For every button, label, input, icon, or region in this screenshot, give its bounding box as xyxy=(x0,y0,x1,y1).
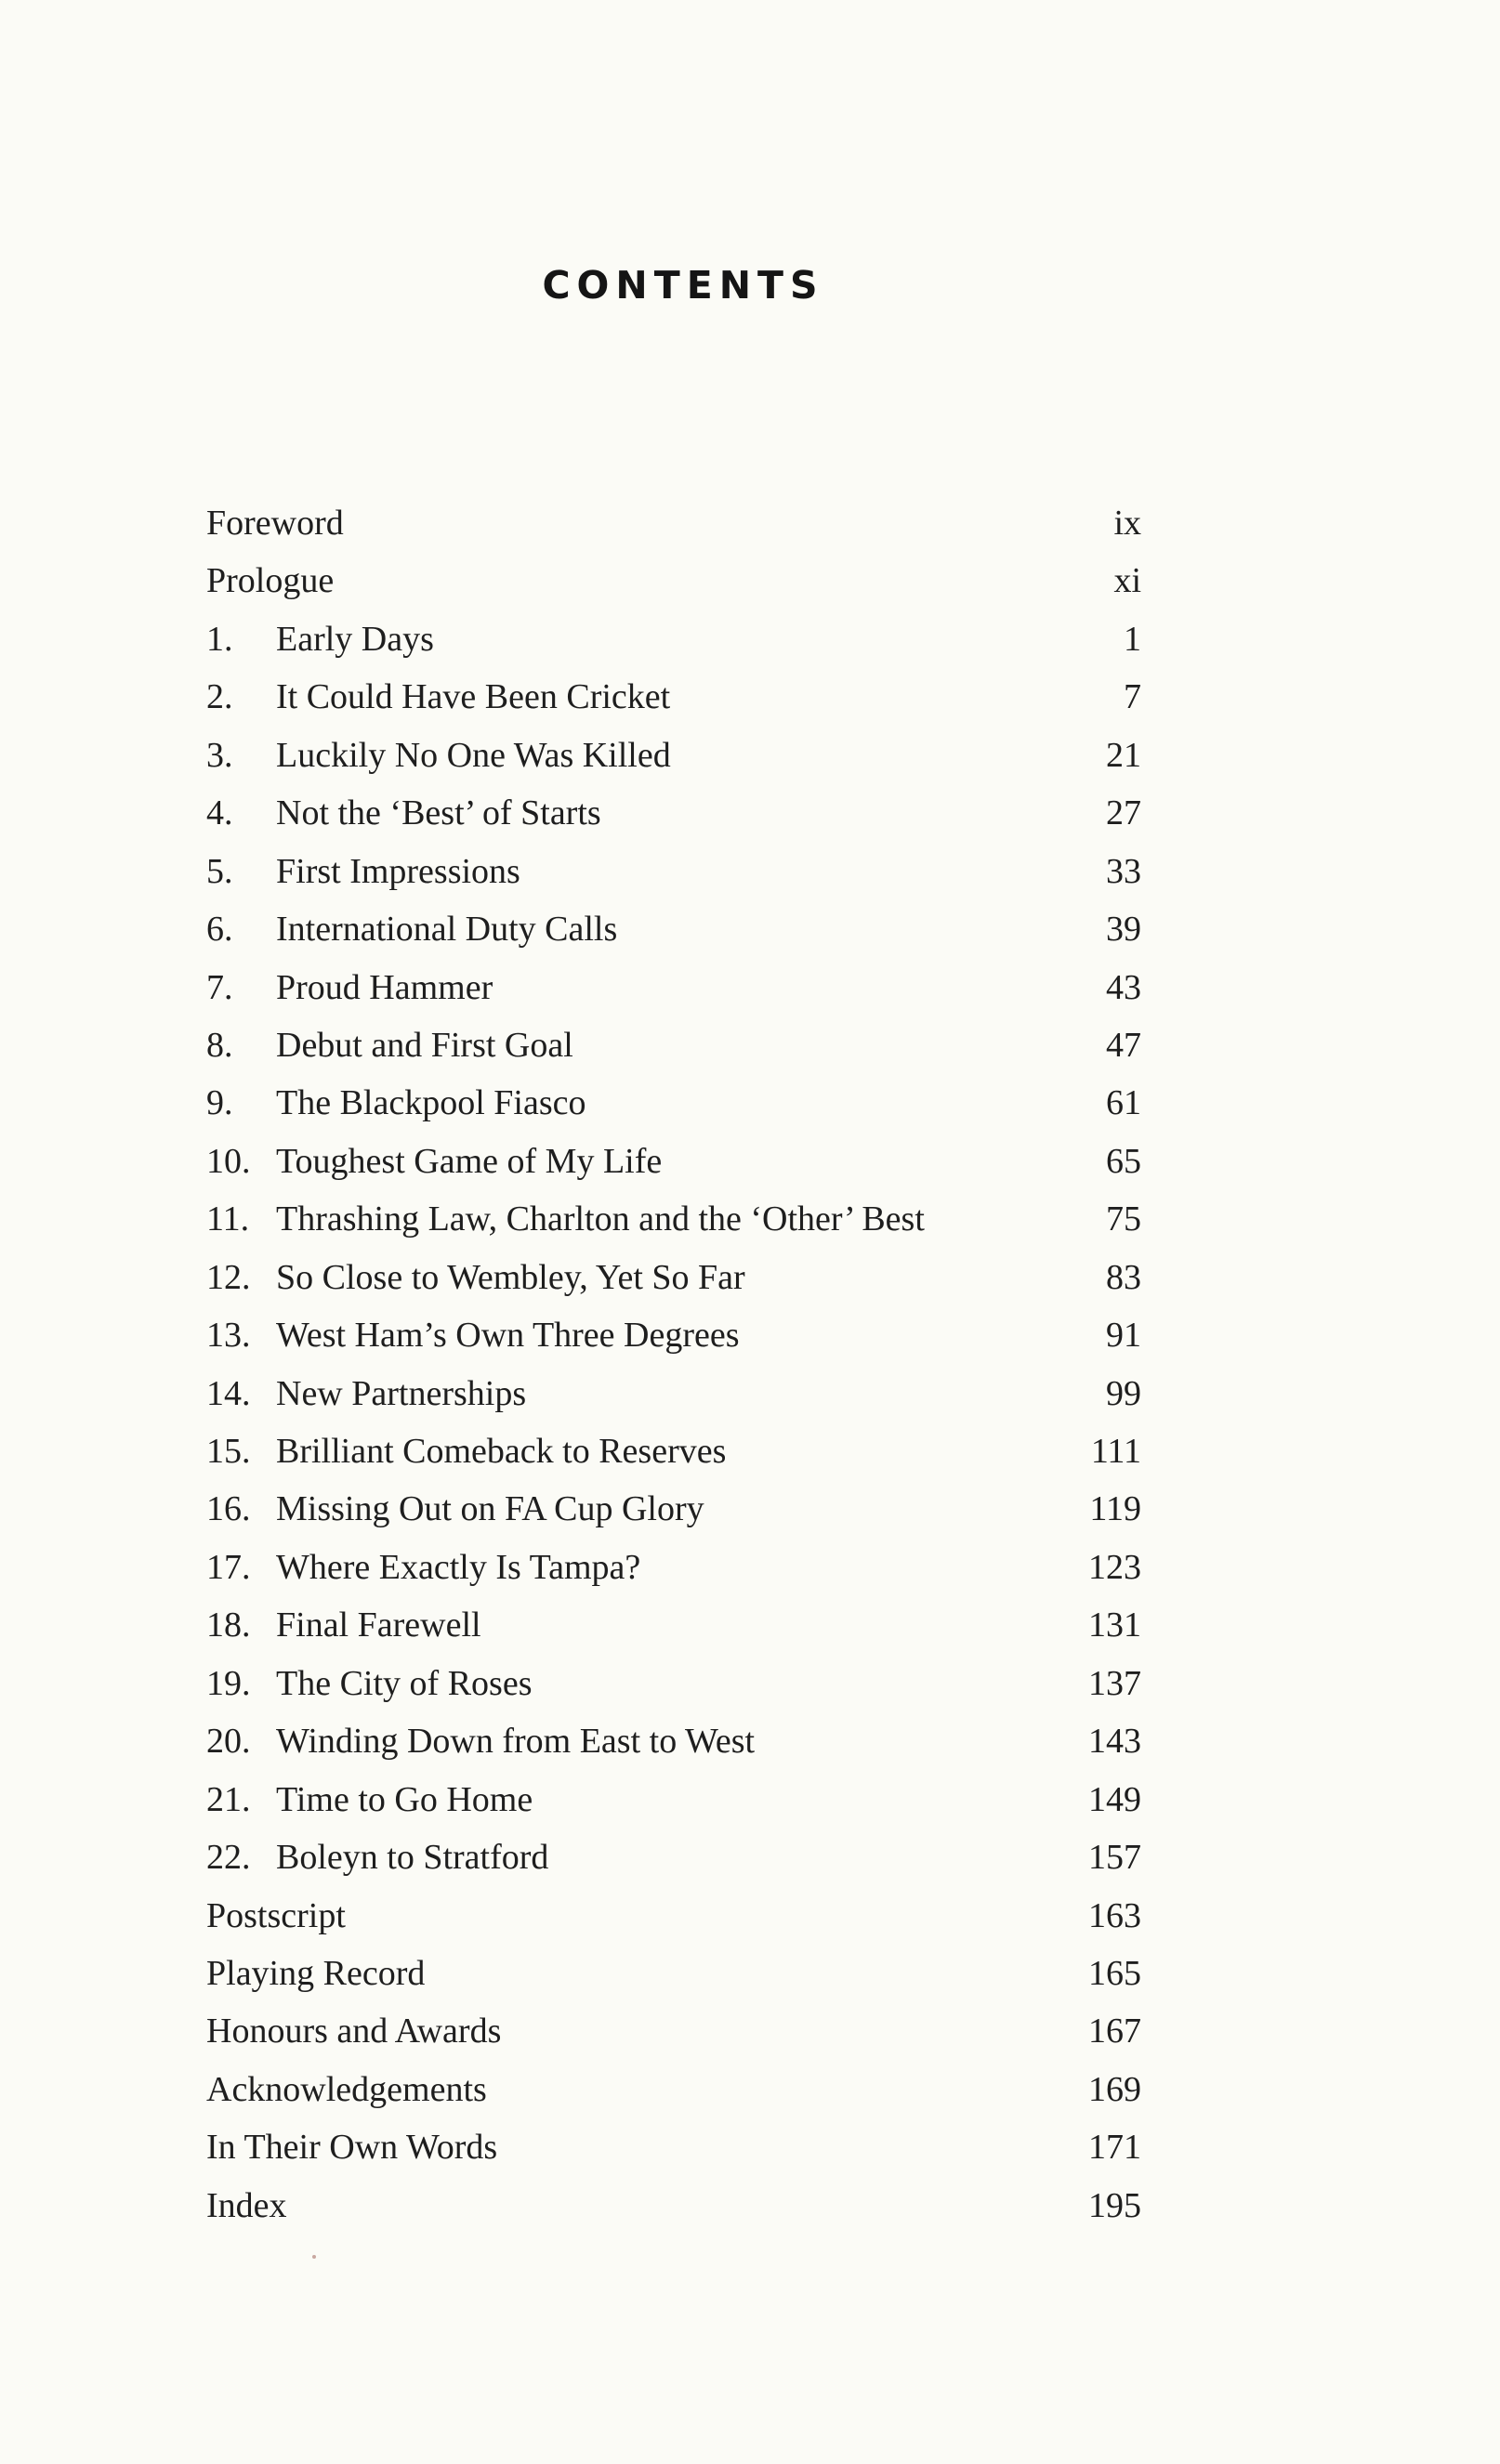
chapter-title: Luckily No One Was Killed xyxy=(276,735,671,775)
chapter-title: First Impressions xyxy=(276,851,520,891)
chapter-number: 18. xyxy=(206,1606,251,1645)
chapter-number: 12. xyxy=(206,1257,251,1297)
page-number: 111 xyxy=(1090,1432,1141,1471)
toc-entry xyxy=(206,1074,1141,1132)
chapter-title: Thrashing Law, Charlton and the ‘Other’ Best xyxy=(276,1199,925,1239)
toc-entry xyxy=(206,1133,1141,1190)
chapter-number: 8. xyxy=(206,1025,233,1065)
page-number: 47 xyxy=(1106,1025,1141,1065)
chapter-number: 6. xyxy=(206,910,233,950)
toc-entry xyxy=(206,1365,1141,1422)
page-number: 119 xyxy=(1089,1489,1141,1529)
chapter-number: 7. xyxy=(206,967,233,1007)
toc-entry xyxy=(206,552,1141,609)
toc-entry xyxy=(206,1945,1141,2002)
page-number: 157 xyxy=(1088,1838,1141,1878)
toc-entry xyxy=(206,900,1141,958)
contents-heading: CONTENTS xyxy=(542,263,824,308)
toc-entry xyxy=(206,959,1141,1016)
page-number: 131 xyxy=(1088,1606,1141,1645)
chapter-title: It Could Have Been Cricket xyxy=(276,677,671,717)
chapter-number: 21. xyxy=(206,1779,251,1819)
page-number: 7 xyxy=(1124,677,1141,717)
chapter-number: 20. xyxy=(206,1722,251,1762)
chapter-title: Winding Down from East to West xyxy=(276,1722,756,1762)
page-number: xi xyxy=(1113,561,1141,601)
toc-entry xyxy=(206,668,1141,726)
chapter-title: Toughest Game of My Life xyxy=(276,1141,663,1181)
toc-entry xyxy=(206,2061,1141,2118)
toc-entry xyxy=(206,843,1141,900)
chapter-title: Index xyxy=(206,2185,287,2225)
toc-entry xyxy=(206,1190,1141,1248)
toc-entry xyxy=(206,1480,1141,1538)
toc-entry xyxy=(206,1828,1141,1886)
chapter-title: Acknowledgements xyxy=(206,2069,487,2109)
toc-entry xyxy=(206,1539,1141,1596)
page-number: 163 xyxy=(1088,1895,1141,1935)
page-number: ix xyxy=(1113,504,1141,543)
chapter-title: Proud Hammer xyxy=(276,967,493,1007)
toc-entry xyxy=(206,494,1141,552)
chapter-title: Time to Go Home xyxy=(276,1779,533,1819)
chapter-number: 17. xyxy=(206,1547,251,1587)
chapter-number: 19. xyxy=(206,1663,251,1703)
chapter-title: International Duty Calls xyxy=(276,910,618,950)
toc-entry xyxy=(206,1712,1141,1770)
toc-entry xyxy=(206,2177,1141,2235)
chapter-number: 13. xyxy=(206,1316,251,1356)
page-number: 43 xyxy=(1106,967,1141,1007)
chapter-number: 5. xyxy=(206,851,233,891)
toc-entry xyxy=(206,1596,1141,1654)
toc-entry xyxy=(206,1016,1141,1074)
page-number: 123 xyxy=(1088,1547,1141,1587)
page-number: 167 xyxy=(1088,2012,1141,2051)
toc-entry xyxy=(206,1655,1141,1712)
chapter-title: Debut and First Goal xyxy=(276,1025,573,1065)
table-of-contents xyxy=(206,494,1141,2235)
chapter-title: Postscript xyxy=(206,1895,346,1935)
chapter-number: 4. xyxy=(206,793,233,833)
toc-entry xyxy=(206,1771,1141,1828)
page-number: 39 xyxy=(1106,910,1141,950)
chapter-number: 3. xyxy=(206,735,233,775)
chapter-number: 10. xyxy=(206,1141,251,1181)
chapter-title: New Partnerships xyxy=(276,1373,527,1413)
toc-entry xyxy=(206,2118,1141,2176)
toc-entry xyxy=(206,1306,1141,1364)
chapter-title: Not the ‘Best’ of Starts xyxy=(276,793,601,833)
chapter-title: Final Farewell xyxy=(276,1606,481,1645)
toc-entry xyxy=(206,1422,1141,1480)
page-number: 91 xyxy=(1106,1316,1141,1356)
page-number: 99 xyxy=(1106,1373,1141,1413)
chapter-number: 1. xyxy=(206,619,233,659)
page-number: 1 xyxy=(1124,619,1141,659)
chapter-title: The City of Roses xyxy=(276,1663,533,1703)
chapter-title: Playing Record xyxy=(206,1953,426,1993)
page-number: 75 xyxy=(1106,1199,1141,1239)
chapter-title: So Close to Wembley, Yet So Far xyxy=(276,1257,745,1297)
chapter-title: In Their Own Words xyxy=(206,2128,498,2168)
page-number: 21 xyxy=(1106,735,1141,775)
page-number: 195 xyxy=(1088,2185,1141,2225)
toc-entry xyxy=(206,727,1141,784)
chapter-title: Foreword xyxy=(206,504,344,543)
toc-entry xyxy=(206,784,1141,842)
page-number: 143 xyxy=(1088,1722,1141,1762)
page-number: 171 xyxy=(1088,2128,1141,2168)
page-number: 137 xyxy=(1088,1663,1141,1703)
page-number: 27 xyxy=(1106,793,1141,833)
page-number: 165 xyxy=(1088,1953,1141,1993)
toc-entry xyxy=(206,610,1141,668)
page-number: 33 xyxy=(1106,851,1141,891)
page-number: 61 xyxy=(1106,1083,1141,1123)
page-number: 169 xyxy=(1088,2069,1141,2109)
chapter-title: Missing Out on FA Cup Glory xyxy=(276,1489,704,1529)
chapter-number: 11. xyxy=(206,1199,250,1239)
chapter-number: 22. xyxy=(206,1838,251,1878)
toc-entry xyxy=(206,1887,1141,1945)
chapter-title: Early Days xyxy=(276,619,434,659)
chapter-number: 14. xyxy=(206,1373,251,1413)
chapter-title: Honours and Awards xyxy=(206,2012,502,2051)
page-number: 83 xyxy=(1106,1257,1141,1297)
page-number: 149 xyxy=(1088,1779,1141,1819)
page-number: 65 xyxy=(1106,1141,1141,1181)
chapter-title: West Ham’s Own Three Degrees xyxy=(276,1316,740,1356)
chapter-title: Brilliant Comeback to Reserves xyxy=(276,1432,727,1471)
chapter-title: Where Exactly Is Tampa? xyxy=(276,1547,641,1587)
toc-entry xyxy=(206,1249,1141,1306)
toc-entry xyxy=(206,2002,1141,2060)
chapter-title: The Blackpool Fiasco xyxy=(276,1083,586,1123)
chapter-number: 9. xyxy=(206,1083,233,1123)
chapter-number: 16. xyxy=(206,1489,251,1529)
chapter-title: Prologue xyxy=(206,561,335,601)
paper-speck xyxy=(312,2255,316,2259)
chapter-number: 15. xyxy=(206,1432,251,1471)
chapter-title: Boleyn to Stratford xyxy=(276,1838,549,1878)
chapter-number: 2. xyxy=(206,677,233,717)
